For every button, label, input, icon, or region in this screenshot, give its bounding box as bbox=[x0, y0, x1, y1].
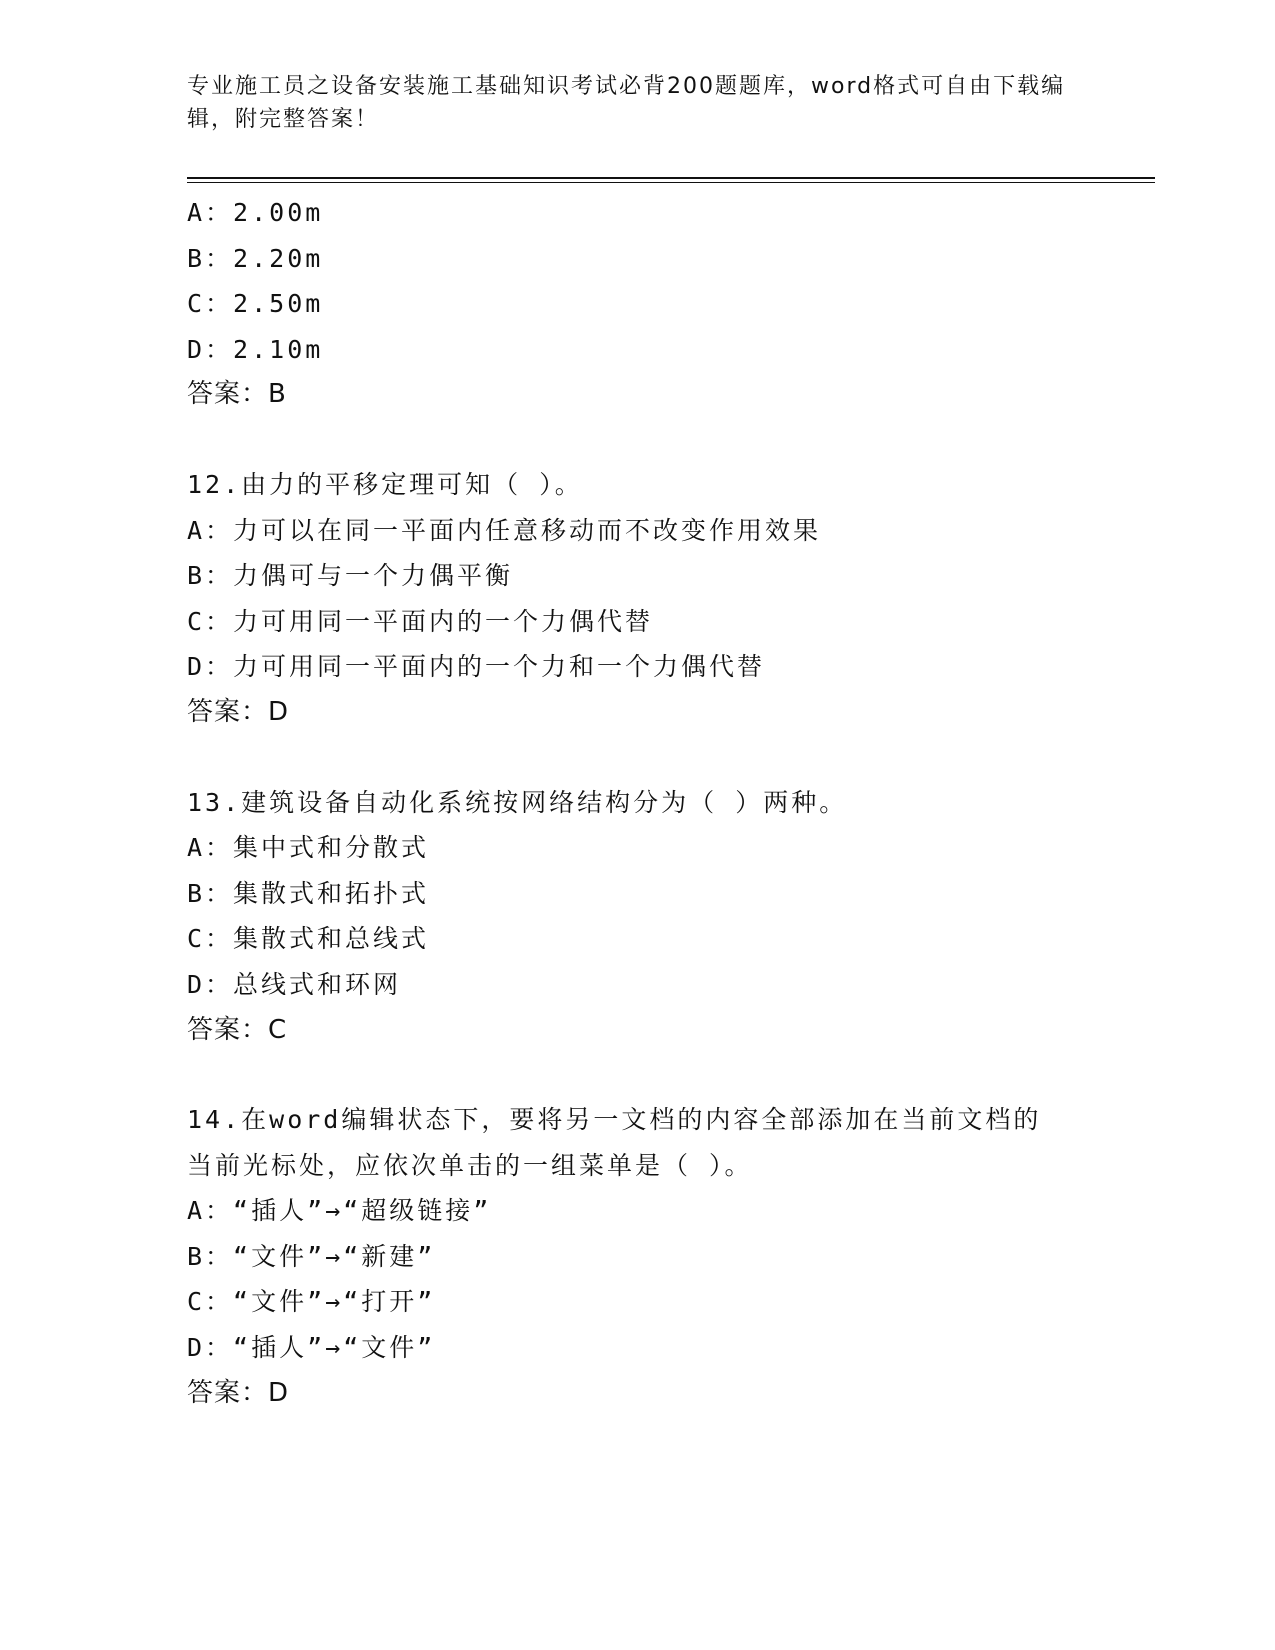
answer: 答案：C bbox=[187, 1014, 288, 1045]
question-text-line-1: 14.在word编辑状态下，要将另一文档的内容全部添加在当前文档的 bbox=[187, 1105, 1042, 1135]
option-c: C：“文件”→“打开” bbox=[187, 1287, 436, 1317]
option-b: B：力偶可与一个力偶平衡 bbox=[187, 561, 514, 591]
document-header: 专业施工员之设备安装施工基础知识考试必背200题题库，word格式可自由下载编辑，附完整答案！ bbox=[187, 74, 1066, 132]
question-12 bbox=[187, 462, 1087, 736]
question-text-line-2: 当前光标处，应依次单击的一组菜单是（ ）。 bbox=[187, 1150, 753, 1180]
question-text: 12.由力的平移定理可知（ ）。 bbox=[187, 469, 583, 499]
header-rule-thick bbox=[187, 177, 1155, 179]
spacer bbox=[187, 418, 1087, 462]
option-c: C：力可用同一平面内的一个力偶代替 bbox=[187, 606, 654, 636]
option-a: A：2.00m bbox=[187, 198, 324, 227]
option-b: B：“文件”→“新建” bbox=[187, 1241, 436, 1271]
option-d: D：力可用同一平面内的一个力和一个力偶代替 bbox=[187, 652, 766, 682]
option-b: B：2.20m bbox=[187, 243, 324, 273]
option-d: D：总线式和环网 bbox=[187, 969, 402, 999]
option-a: A：“插人”→“超级链接” bbox=[187, 1196, 492, 1226]
answer: 答案：D bbox=[187, 696, 290, 727]
question-text: 13.建筑设备自动化系统按网络结构分为（ ）两种。 bbox=[187, 787, 848, 817]
spacer bbox=[187, 736, 1087, 780]
question-13 bbox=[187, 780, 1087, 1054]
option-a: A：力可以在同一平面内任意移动而不改变作用效果 bbox=[187, 515, 822, 545]
header-rule-thin bbox=[187, 182, 1155, 183]
option-d: D：2.10m bbox=[187, 334, 324, 364]
option-a: A：集中式和分散式 bbox=[187, 833, 430, 863]
option-c: C：2.50m bbox=[187, 289, 324, 319]
answer: 答案：B bbox=[187, 379, 287, 410]
option-d: D：“插人”→“文件” bbox=[187, 1333, 436, 1363]
question-14 bbox=[187, 1097, 1087, 1416]
option-c: C：集散式和总线式 bbox=[187, 924, 430, 954]
question-11 bbox=[187, 190, 1087, 418]
question-list bbox=[187, 190, 1087, 1416]
answer: 答案：D bbox=[187, 1377, 290, 1408]
spacer bbox=[187, 1053, 1087, 1097]
option-b: B：集散式和拓扑式 bbox=[187, 878, 430, 908]
